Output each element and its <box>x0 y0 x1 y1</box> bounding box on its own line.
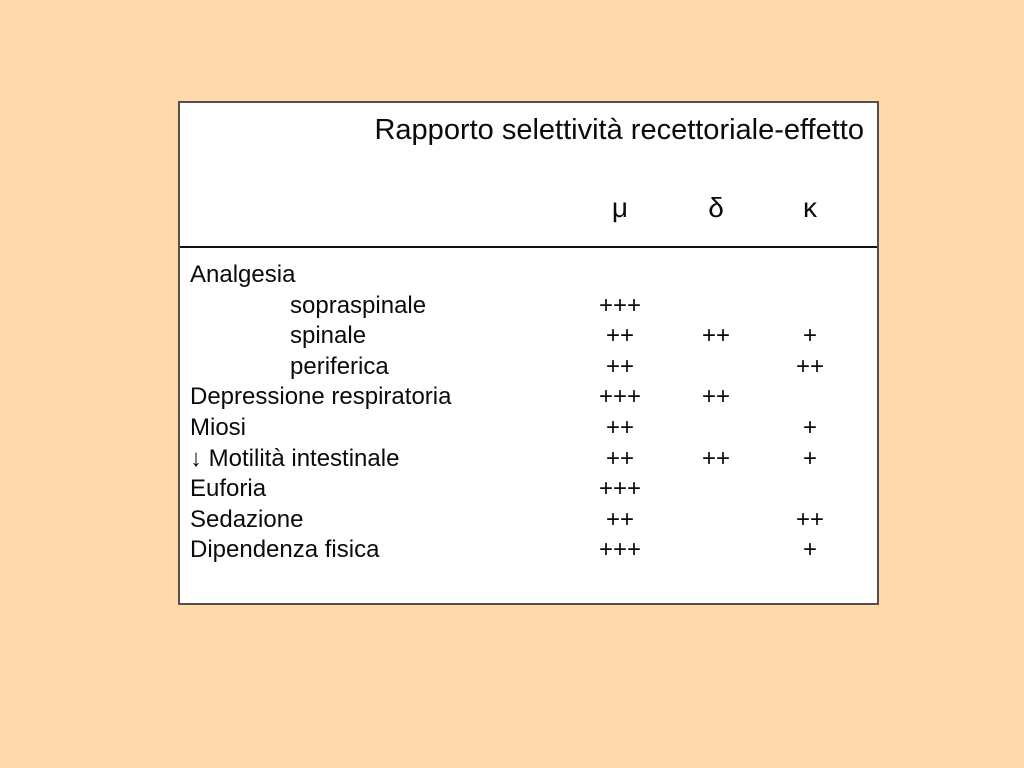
table-row-analgesia <box>180 260 877 291</box>
row-label: Sedazione <box>190 505 304 533</box>
table-row-dipendenza-fisica <box>180 535 877 566</box>
mu-value: ++ <box>605 413 635 441</box>
kappa-value: + <box>802 413 817 441</box>
table-row-sopraspinale <box>180 291 877 322</box>
row-label: spinale <box>290 322 367 350</box>
table-row-euforia <box>180 474 877 505</box>
row-label: Miosi <box>190 413 247 441</box>
column-header-mu: μ <box>611 192 629 223</box>
mu-value: +++ <box>598 291 642 319</box>
mu-value: ++ <box>605 444 635 472</box>
row-label: periferica <box>290 352 389 380</box>
column-header-kappa: κ <box>803 192 817 223</box>
table-body <box>180 260 877 566</box>
table-row-depressione-respiratoria <box>180 382 877 413</box>
row-label: sopraspinale <box>290 291 427 319</box>
header-separator-line <box>180 246 877 248</box>
column-header-row <box>180 191 877 225</box>
row-label: ↓ Motilità intestinale <box>190 444 400 472</box>
table-row-sedazione <box>180 505 877 536</box>
mu-value: +++ <box>598 383 642 411</box>
kappa-value: ++ <box>795 352 825 380</box>
mu-value: +++ <box>598 475 642 503</box>
mu-value: ++ <box>605 322 635 350</box>
table-title: Rapporto selettività recettoriale-effetto <box>374 114 864 146</box>
mu-value: +++ <box>598 536 642 564</box>
kappa-value: + <box>802 322 817 350</box>
table-row-miosi <box>180 413 877 444</box>
delta-value: ++ <box>701 322 731 350</box>
delta-value: ++ <box>701 444 731 472</box>
kappa-value: + <box>802 536 817 564</box>
row-label: Euforia <box>190 475 267 503</box>
table-row-periferica <box>180 352 877 383</box>
row-label: Depressione respiratoria <box>190 383 452 411</box>
row-label: Analgesia <box>190 261 296 288</box>
row-label: Dipendenza fisica <box>190 536 380 564</box>
mu-value: ++ <box>605 352 635 380</box>
kappa-value: + <box>802 444 817 472</box>
table-row-motilita-intestinale <box>180 444 877 475</box>
table-row-spinale <box>180 321 877 352</box>
mu-value: ++ <box>605 505 635 533</box>
kappa-value: ++ <box>795 505 825 533</box>
delta-value: ++ <box>701 383 731 411</box>
column-header-delta: δ <box>708 192 724 223</box>
selectivity-table-panel <box>178 101 879 605</box>
